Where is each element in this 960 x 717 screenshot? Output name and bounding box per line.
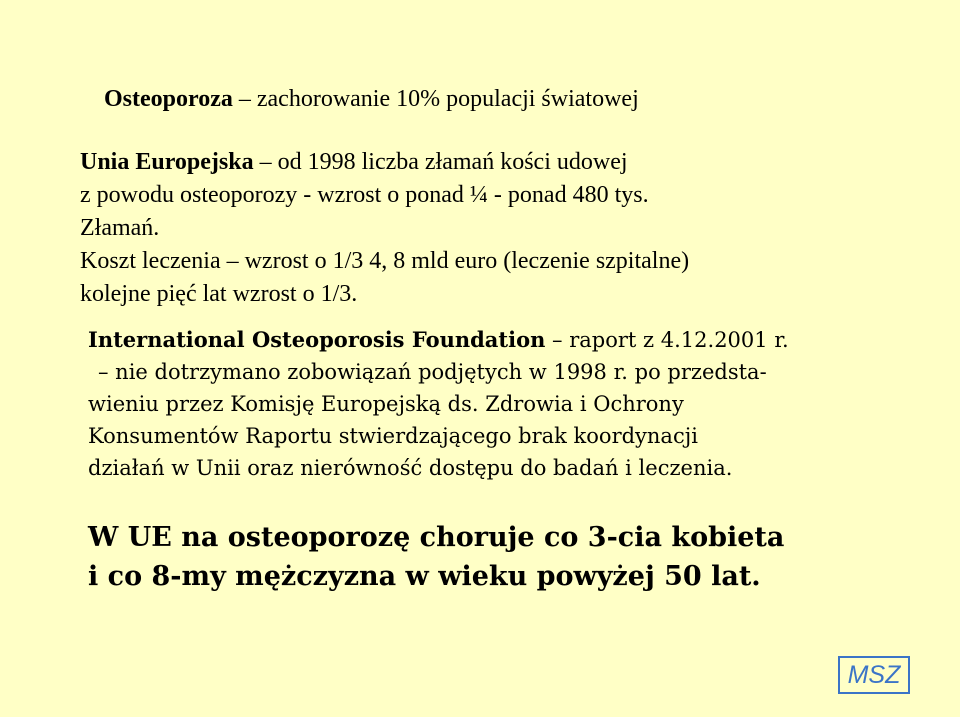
unia-line-3: Złamań. bbox=[80, 215, 160, 241]
iof-line-1 bbox=[88, 327, 789, 352]
iof-line-5: działań w Unii oraz nierówność dostępu do badań i leczenia. bbox=[88, 456, 733, 480]
unia-line-1 bbox=[80, 149, 628, 176]
iof-line-3: wieniu przez Komisję Europejską ds. Zdrowia i Ochrony bbox=[88, 392, 684, 416]
iof-term: International Osteoporosis Foundation bbox=[88, 327, 546, 352]
unia-europejska-term: Unia Europejska bbox=[80, 149, 254, 175]
osteoporoza-paragraph bbox=[104, 86, 639, 113]
unia-line-1-rest: – od 1998 liczba złamań kości udowej bbox=[253, 149, 628, 175]
iof-line-2: – nie dotrzymano zobowiązań podjętych w 1998 r. po przedsta- bbox=[98, 360, 767, 384]
iof-line-1-rest: – raport z 4.12.2001 r. bbox=[545, 328, 789, 352]
summary-line-2: i co 8-my mężczyzna w wieku powyżej 50 lat. bbox=[88, 561, 761, 592]
iof-line-4: Konsumentów Raportu stwierdzającego brak koordynacji bbox=[88, 424, 698, 448]
unia-line-5: kolejne pięć lat wzrost o 1/3. bbox=[80, 281, 358, 307]
unia-line-4: Koszt leczenia – wzrost o 1/3 4, 8 mld euro (leczenie szpitalne) bbox=[80, 248, 690, 274]
unia-line-2: z powodu osteoporozy - wzrost o ponad ¼ - ponad 480 tys. bbox=[80, 182, 649, 208]
osteoporoza-text: – zachorowanie 10% populacji światowej bbox=[232, 86, 639, 112]
summary-line-1: W UE na osteoporozę choruje co 3-cia kobieta bbox=[88, 522, 785, 553]
osteoporoza-term: Osteoporoza bbox=[104, 86, 233, 112]
msz-badge: MSZ bbox=[838, 656, 910, 694]
